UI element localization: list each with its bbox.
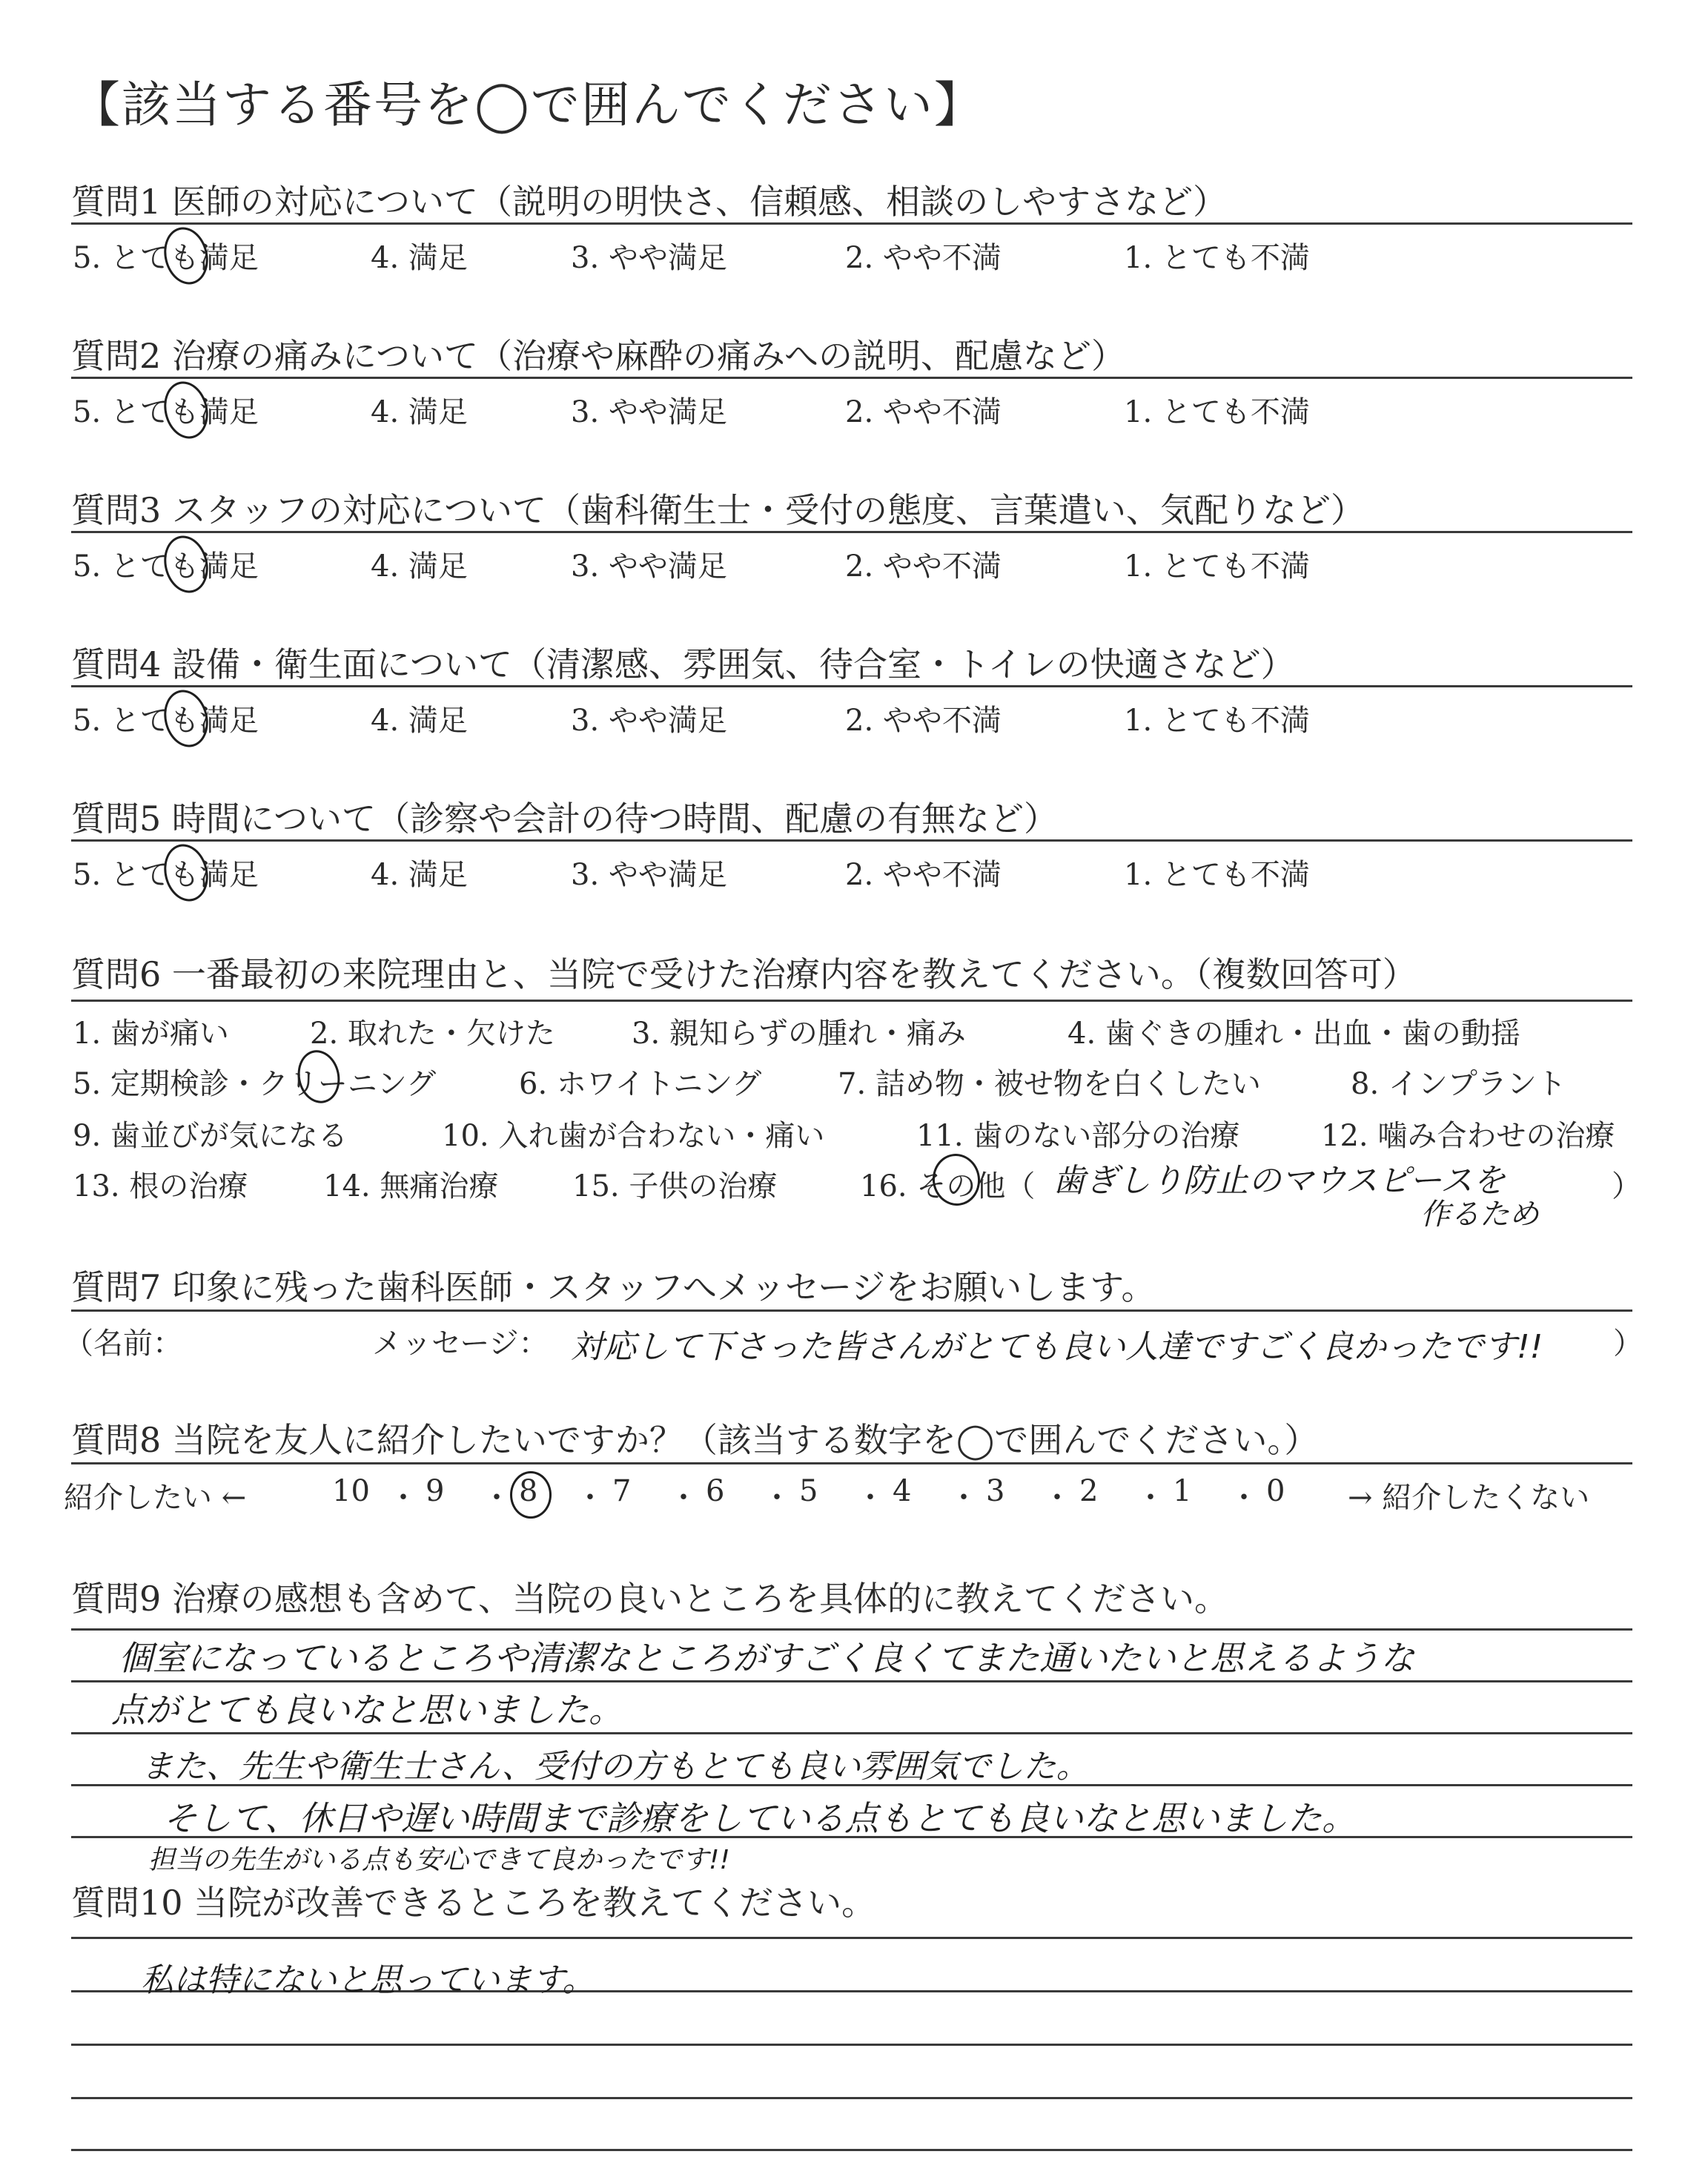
q8-scale-6[interactable]: 6: [706, 1474, 725, 1508]
q6-option-8[interactable]: 8. インプラント: [1351, 1067, 1566, 1101]
q2-selected-circle: [158, 377, 214, 443]
q9-answer-line: 担当の先生がいる点も安心できて良かったです!!: [148, 1845, 730, 1875]
q8-selected-circle: [510, 1471, 552, 1519]
q10-answer-line: 私は特にないと思っています。: [141, 1961, 595, 1999]
q9-answer-rule: [71, 1628, 1632, 1631]
q3-option-5[interactable]: 5. とても満足: [73, 549, 259, 584]
q4-option-5[interactable]: 5. とても満足: [73, 704, 259, 738]
q6-option-14[interactable]: 14. 無痛治療: [323, 1169, 499, 1203]
q1-rule: [71, 222, 1632, 225]
q3-rule: [71, 531, 1632, 533]
q3-label: 質問3 スタッフの対応について（歯科衛生士・受付の態度、言葉遣い、気配りなど）: [71, 490, 1365, 530]
q1-option-3[interactable]: 3. やや満足: [571, 241, 727, 275]
q5-option-5[interactable]: 5. とても満足: [73, 858, 259, 892]
q3-option-2[interactable]: 2. やや不満: [845, 549, 1002, 584]
q8-scale-separator: ・: [949, 1481, 979, 1515]
q8-scale-separator: ・: [388, 1481, 418, 1515]
q1-selected-circle: [158, 222, 214, 289]
q8-scale-separator: ・: [482, 1481, 512, 1515]
q8-scale-5[interactable]: 5: [799, 1474, 818, 1508]
q2-option-3[interactable]: 3. やや満足: [571, 395, 727, 429]
q10-label: 質問10 当院が改善できるところを教えてください。: [71, 1883, 876, 1923]
q7-close-paren: ）: [1613, 1327, 1643, 1361]
q8-scale-separator: ・: [575, 1481, 605, 1515]
q8-scale-separator: ・: [762, 1481, 792, 1515]
q9-label: 質問9 治療の感想も含めて、当院の良いところを具体的に教えてください。: [71, 1579, 1228, 1619]
q8-scale-separator: ・: [855, 1481, 885, 1515]
q9-answer-line: また、先生や衛生士さん、受付の方もとても良い雰囲気でした。: [141, 1748, 1089, 1786]
q3-option-1[interactable]: 1. とても不満: [1124, 549, 1310, 584]
q6-label: 質問6 一番最初の来院理由と、当院で受けた治療内容を教えてください。（複数回答可）: [71, 954, 1417, 994]
q6-close-paren: ）: [1612, 1169, 1641, 1203]
q4-option-2[interactable]: 2. やや不満: [845, 704, 1002, 738]
q9-answer-line: そして、休日や遅い時間まで診療をしている点もとても良いなと思いました。: [163, 1798, 1357, 1838]
q6-option-5[interactable]: 5. 定期検診・クリーニング: [73, 1067, 437, 1101]
q9-answer-rule: [71, 1732, 1632, 1734]
q1-option-5[interactable]: 5. とても満足: [73, 241, 259, 275]
q6-other-text-1: 歯ぎしり防止のマウスピースを: [1053, 1162, 1506, 1200]
q8-scale-3[interactable]: 3: [986, 1474, 1005, 1508]
q1-option-4[interactable]: 4. 満足: [371, 241, 468, 275]
q6-option-12[interactable]: 12. 噛み合わせの治療: [1321, 1119, 1615, 1153]
q6-option-9[interactable]: 9. 歯並びが気になる: [73, 1119, 348, 1153]
q2-option-2[interactable]: 2. やや不満: [845, 395, 1002, 429]
q6-option-10[interactable]: 10. 入れ歯が合わない・痛い: [442, 1119, 825, 1153]
q6-option-16[interactable]: 16. その他（: [860, 1169, 1036, 1203]
q9-answer-line: 点がとても良いなと思いました。: [111, 1690, 623, 1730]
q8-scale-separator: ・: [1136, 1481, 1165, 1515]
q4-label: 質問4 設備・衛生面について（清潔感、雰囲気、待合室・トイレの快適さなど）: [71, 644, 1295, 684]
q6-option-1[interactable]: 1. 歯が痛い: [73, 1017, 229, 1051]
q6-option-7[interactable]: 7. 詰め物・被せ物を白くしたい: [838, 1067, 1261, 1101]
q6-option-6[interactable]: 6. ホワイトニング: [519, 1067, 762, 1101]
q8-scale-0[interactable]: 0: [1266, 1474, 1285, 1508]
q1-option-2[interactable]: 2. やや不満: [845, 241, 1002, 275]
q8-scale-separator: ・: [1042, 1481, 1072, 1515]
q8-scale-9[interactable]: 9: [426, 1474, 445, 1508]
q7-rule: [71, 1309, 1632, 1312]
q8-scale-1[interactable]: 1: [1173, 1474, 1192, 1508]
q5-option-2[interactable]: 2. やや不満: [845, 858, 1002, 892]
q10-answer-rule: [71, 2097, 1632, 2099]
q9-answer-rule: [71, 1680, 1632, 1682]
q6-option-13[interactable]: 13. 根の治療: [73, 1169, 248, 1203]
q5-option-4[interactable]: 4. 満足: [371, 858, 468, 892]
q2-label: 質問2 治療の痛みについて（治療や麻酔の痛みへの説明、配慮など）: [71, 336, 1126, 376]
q10-answer-rule: [71, 1937, 1632, 1939]
q1-option-1[interactable]: 1. とても不満: [1124, 241, 1310, 275]
q6-option-15[interactable]: 15. 子供の治療: [572, 1169, 778, 1203]
q6-option-3[interactable]: 3. 親知らずの腫れ・痛み: [632, 1017, 966, 1051]
q4-option-1[interactable]: 1. とても不満: [1124, 704, 1310, 738]
q5-option-3[interactable]: 3. やや満足: [571, 858, 727, 892]
q2-rule: [71, 377, 1632, 379]
q8-scale-7[interactable]: 7: [612, 1474, 632, 1508]
q3-option-3[interactable]: 3. やや満足: [571, 549, 727, 584]
q8-scale-separator: ・: [1229, 1481, 1259, 1515]
q6-option-2[interactable]: 2. 取れた・欠けた: [310, 1017, 555, 1051]
q5-rule: [71, 839, 1632, 842]
q5-option-1[interactable]: 1. とても不満: [1124, 858, 1310, 892]
q8-label: 質問8 当院を友人に紹介したいですか？（該当する数字を◯で囲んでください。）: [71, 1420, 1319, 1460]
q2-option-4[interactable]: 4. 満足: [371, 395, 468, 429]
q10-answer-rule: [71, 2044, 1632, 2046]
q7-message-label: メッセージ：: [372, 1327, 549, 1361]
q4-option-4[interactable]: 4. 満足: [371, 704, 468, 738]
q3-selected-circle: [158, 531, 214, 598]
q4-rule: [71, 685, 1632, 687]
q3-option-4[interactable]: 4. 満足: [371, 549, 468, 584]
q5-label: 質問5 時間について（診察や会計の待つ時間、配慮の有無など）: [71, 799, 1058, 839]
q8-scale-separator: ・: [669, 1481, 698, 1515]
q9-answer-line: 個室になっているところや清潔なところがすごく良くてまた通いたいと思えるような: [119, 1638, 1414, 1678]
q8-right-label: → 紹介したくない: [1348, 1481, 1590, 1515]
form-heading: 【該当する番号を◯で囲んでください】: [71, 76, 984, 133]
q8-rule: [71, 1462, 1632, 1464]
q4-option-3[interactable]: 3. やや満足: [571, 704, 727, 738]
q6-option-11[interactable]: 11. 歯のない部分の治療: [916, 1119, 1240, 1153]
q2-option-1[interactable]: 1. とても不満: [1124, 395, 1310, 429]
q6-rule: [71, 1000, 1632, 1002]
q4-selected-circle: [158, 685, 214, 752]
q8-scale-8[interactable]: 8: [519, 1474, 538, 1508]
q6-other-text-2: 作るため: [1420, 1198, 1539, 1232]
q5-selected-circle: [158, 839, 214, 906]
q8-left-label: 紹介したい ←: [64, 1481, 247, 1515]
q7-message-text: 対応して下さった皆さんがとても良い人達ですごく良かったです!!: [571, 1328, 1543, 1366]
q8-scale-4[interactable]: 4: [893, 1474, 912, 1508]
q10-answer-rule: [71, 2149, 1632, 2151]
q6-option-4[interactable]: 4. 歯ぐきの腫れ・出血・歯の動揺: [1068, 1017, 1520, 1051]
q7-name-label: （名前：: [64, 1327, 182, 1361]
q1-label: 質問1 医師の対応について（説明の明快さ、信頼感、相談のしやすさなど）: [71, 182, 1228, 222]
q8-scale-10[interactable]: 10: [332, 1474, 370, 1508]
q8-scale-2[interactable]: 2: [1079, 1474, 1099, 1508]
q7-label: 質問7 印象に残った歯科医師・スタッフへメッセージをお願いします。: [71, 1267, 1156, 1307]
q2-option-5[interactable]: 5. とても満足: [73, 395, 259, 429]
